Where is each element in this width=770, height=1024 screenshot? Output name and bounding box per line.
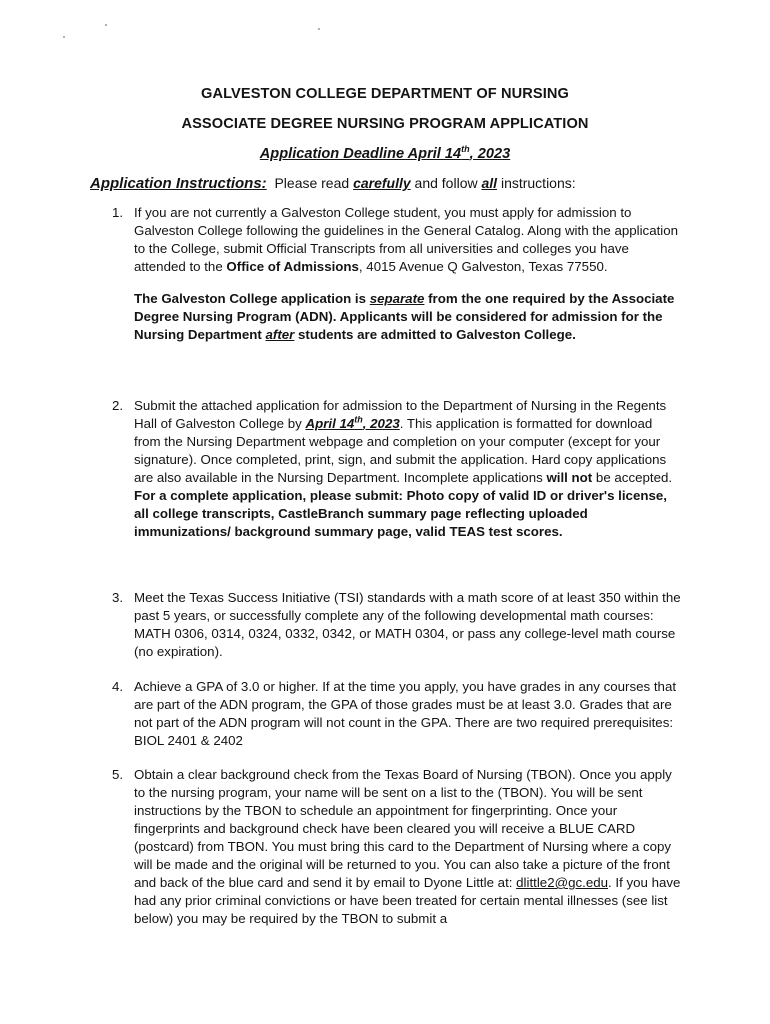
item-number: 2.: [112, 398, 124, 413]
item-number: 1.: [112, 205, 124, 220]
instructions-label: Application Instructions:: [90, 175, 267, 192]
item-text: Meet the Texas Success Initiative (TSI) standards with a math score of at least 350 within the past 5 years, or successfully complete any of the following developmental math courses: MATH 0306, 0314, 0324, 0332, 0342, or MATH 0304, or pass any college-level math course (no expiration).: [134, 590, 681, 659]
separate-application-note: The Galveston College application is separate from the one required by the Associate Degree Nursing Program (ADN). Applicants will be considered for admission for the Nursing Department after students are admitted to Galveston College.: [134, 291, 675, 342]
item-text: Achieve a GPA of 3.0 or higher. If at the time you apply, you have grades in any courses that are part of the ADN program, the GPA of those grades must be at least 3.0. Grades that are not part of the ADN program will not count in the GPA. There are two required prerequisites: BIOL 2401 & 2402: [134, 679, 677, 748]
complete-application-requirements: For a complete application, please submit: Photo copy of valid ID or driver's license, all college transcripts, CastleBranch summary page reflecting uploaded immunizations/ background summary page, valid TEAS test scores.: [134, 488, 667, 539]
item-number: 3.: [112, 590, 124, 605]
contact-email-link[interactable]: dlittle2@gc.edu: [516, 875, 609, 890]
application-deadline: Application Deadline April 14th, 2023: [259, 144, 511, 162]
item-text: If you are not currently a Galveston College student, you must apply for admission to Galveston College following the guidelines in the General Catalog. Along with the application to the College, submit Official Transcripts from all universities and colleges you have attended to the Office of Admissions, 4015 Avenue Q Galveston, Texas 77550. The Galveston College application is separate from the one required by the Associate Degree Nursing Program (ADN). Applicants will be considered for admission for the Nursing Department after students are admitted to Galveston College.: [134, 204, 682, 344]
item-text: Obtain a clear background check from the Texas Board of Nursing (TBON). Once you apply to the nursing program, your name will be sent on a list to the (TBON). You will be sent instructions by the TBON to schedule an appointment for fingerprinting. Once your fingerprints and background check have been cleared you will receive a BLUE CARD (postcard) from TBON. You must bring this card to the Department of Nursing where a copy will be made and the original will be returned to you. You can also take a picture of the front and back of the blue card and send it by email to Dyone Little at: dlittle2@gc.edu. If you have had any prior criminal convictions or have been treated for certain mental illnesses (see list below) you may be required by the TBON to submit a: [134, 767, 681, 926]
item-number: 4.: [112, 679, 124, 694]
college-department-title: GALVESTON COLLEGE DEPARTMENT OF NURSING: [201, 86, 569, 102]
instructions-header: Application Instructions: Please read carefully and follow all instructions:: [90, 175, 576, 192]
scan-specks: [0, 0, 770, 60]
item-text: Submit the attached application for admission to the Department of Nursing in the Regents Hall of Galveston College by April 14th, 2023. This application is formatted for download from the Nursing Department webpage and completion on your computer (except for your signature). Once completed, print, sign, and submit the application. Hard copy applications are also available in the Nursing Department. Incomplete applications will not be accepted. For a complete application, please submit: Photo copy of valid ID or driver's license, all college transcripts, CastleBranch summary page reflecting uploaded immunizations/ background summary page, valid TEAS test scores.: [134, 397, 682, 541]
program-application-title: ASSOCIATE DEGREE NURSING PROGRAM APPLICATION: [181, 116, 589, 132]
application-due-date: April 14th, 2023: [305, 414, 400, 431]
item-number: 5.: [112, 767, 124, 782]
